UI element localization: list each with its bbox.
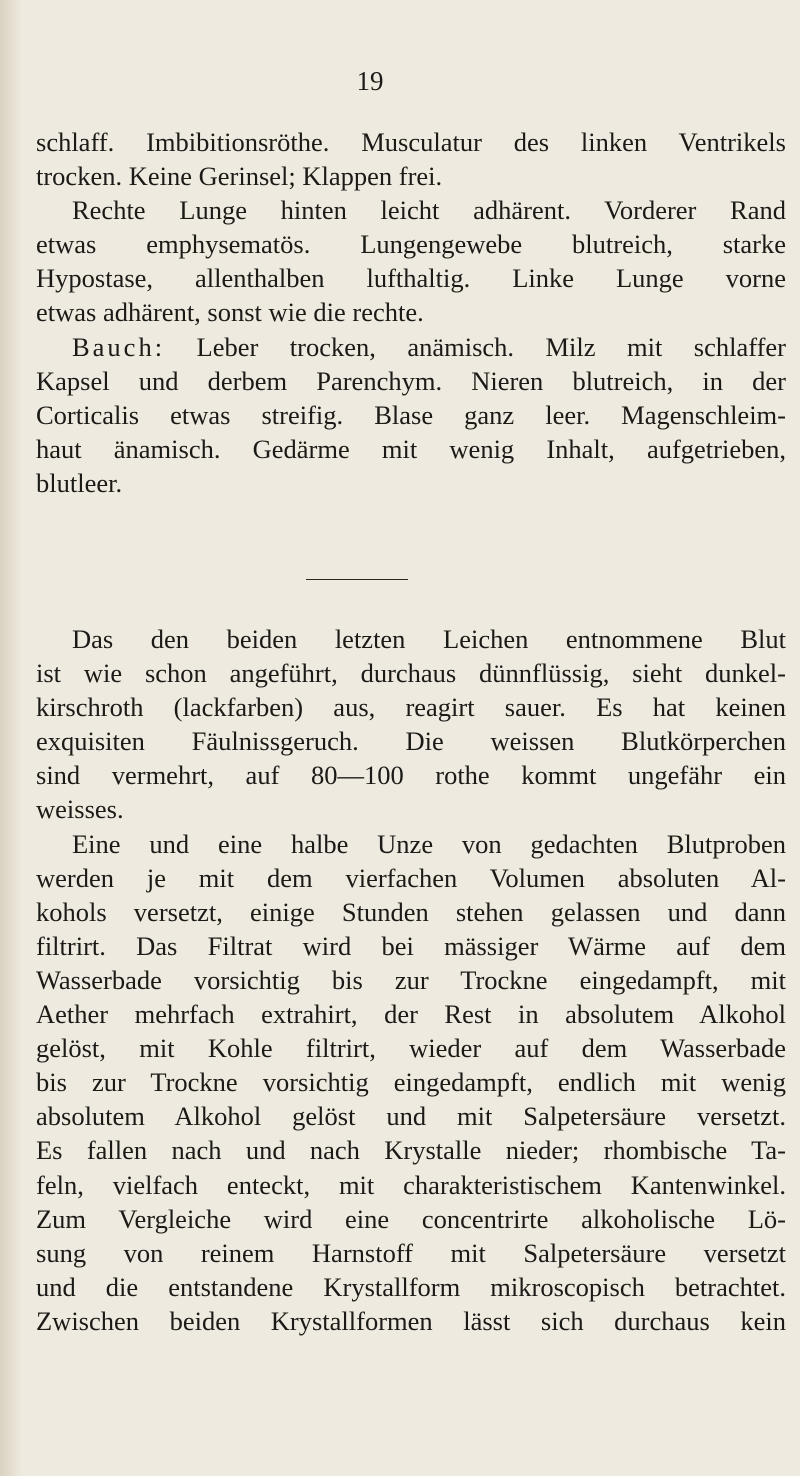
text-line: exquisiten Fäulnissgeruch. Die weissen Blutkörperchen	[36, 726, 786, 757]
text-line: Wasserbade vorsichtig bis zur Trockne eingedampft, mit	[36, 964, 786, 995]
text-line: werden je mit dem vierfachen Volumen absoluten Al-	[36, 862, 786, 893]
text-line: Aether mehrfach extrahirt, der Rest in absolutem Alkohol	[36, 999, 786, 1030]
text-block-upper	[36, 125, 786, 500]
text-line: bis zur Trockne vorsichtig eingedampft, endlich mit wenig	[36, 1067, 786, 1098]
text-line: Es fallen nach und nach Krystalle nieder; rhombische Ta-	[36, 1135, 786, 1166]
text-line: schlaff. Imbibitionsröthe. Musculatur des linken Ventrikels	[36, 127, 786, 157]
page-gutter-shadow	[0, 0, 22, 1476]
text-block-lower	[36, 622, 786, 1338]
page-number: 19	[356, 66, 384, 96]
text-line: kohols versetzt, einige Stunden stehen gelassen und dann	[36, 896, 786, 927]
text-line: weisses.	[36, 794, 124, 825]
text-line: sung von reinem Harnstoff mit Salpetersäure versetzt	[36, 1237, 786, 1268]
text-line: filtrirt. Das Filtrat wird bei mässiger Wärme auf dem	[36, 930, 786, 961]
text-line: Hypostase, allenthalben lufthaltig. Linke Lunge vorne	[36, 263, 786, 294]
text-line: Zwischen beiden Krystallformen lässt sich durchaus kein	[36, 1305, 786, 1336]
text-line: Kapsel und derbem Parenchym. Nieren blutreich, in der	[36, 365, 786, 396]
bauch-label: Bauch:	[72, 331, 166, 362]
paragraph-bauch	[36, 364, 786, 500]
text-line: Eine und eine halbe Unze von gedachten Blutproben	[72, 828, 786, 859]
text-line: feln, vielfach enteckt, mit charakteristischem Kantenwinkel.	[36, 1169, 786, 1200]
paragraph-blood-analysis	[36, 622, 786, 1338]
text-line: ist wie schon angeführt, durchaus dünnflüssig, sieht dunkel-	[36, 658, 786, 689]
text-line: etwas adhärent, sonst wie die rechte.	[36, 297, 424, 328]
text-line: Zum Vergleiche wird eine concentrirte alkoholische Lö-	[36, 1203, 786, 1234]
text-line: Das den beiden letzten Leichen entnommene Blut	[72, 624, 786, 654]
text-line: und die entstandene Krystallform mikroscopisch betrachtet.	[36, 1271, 786, 1302]
text-line: haut änamisch. Gedärme mit wenig Inhalt, aufgetrieben,	[36, 433, 786, 464]
text-line: sind vermehrt, auf 80—100 rothe kommt ungefähr ein	[36, 760, 786, 791]
text-line: blutleer.	[36, 467, 123, 498]
text-line: Corticalis etwas streifig. Blase ganz leer. Magenschleim-	[36, 399, 786, 430]
text-line: etwas emphysematös. Lungengewebe blutreich, starke	[36, 229, 786, 260]
paragraph-thorax	[36, 125, 786, 330]
text-line: gelöst, mit Kohle filtrirt, wieder auf dem Wasserbade	[36, 1033, 786, 1064]
paragraph-bauch-first-line	[36, 330, 786, 364]
text-line: absolutem Alkohol gelöst und mit Salpetersäure versetzt.	[36, 1101, 786, 1132]
section-separator-rule	[306, 579, 408, 580]
bauch-line-text: Leber trocken, anämisch. Milz mit schlaffer	[196, 331, 787, 362]
text-line: trocken. Keine Gerinsel; Klappen frei.	[36, 161, 443, 192]
text-line: kirschroth (lackfarben) aus, reagirt sauer. Es hat keinen	[36, 692, 786, 723]
text-line: Rechte Lunge hinten leicht adhärent. Vorderer Rand	[72, 195, 786, 226]
